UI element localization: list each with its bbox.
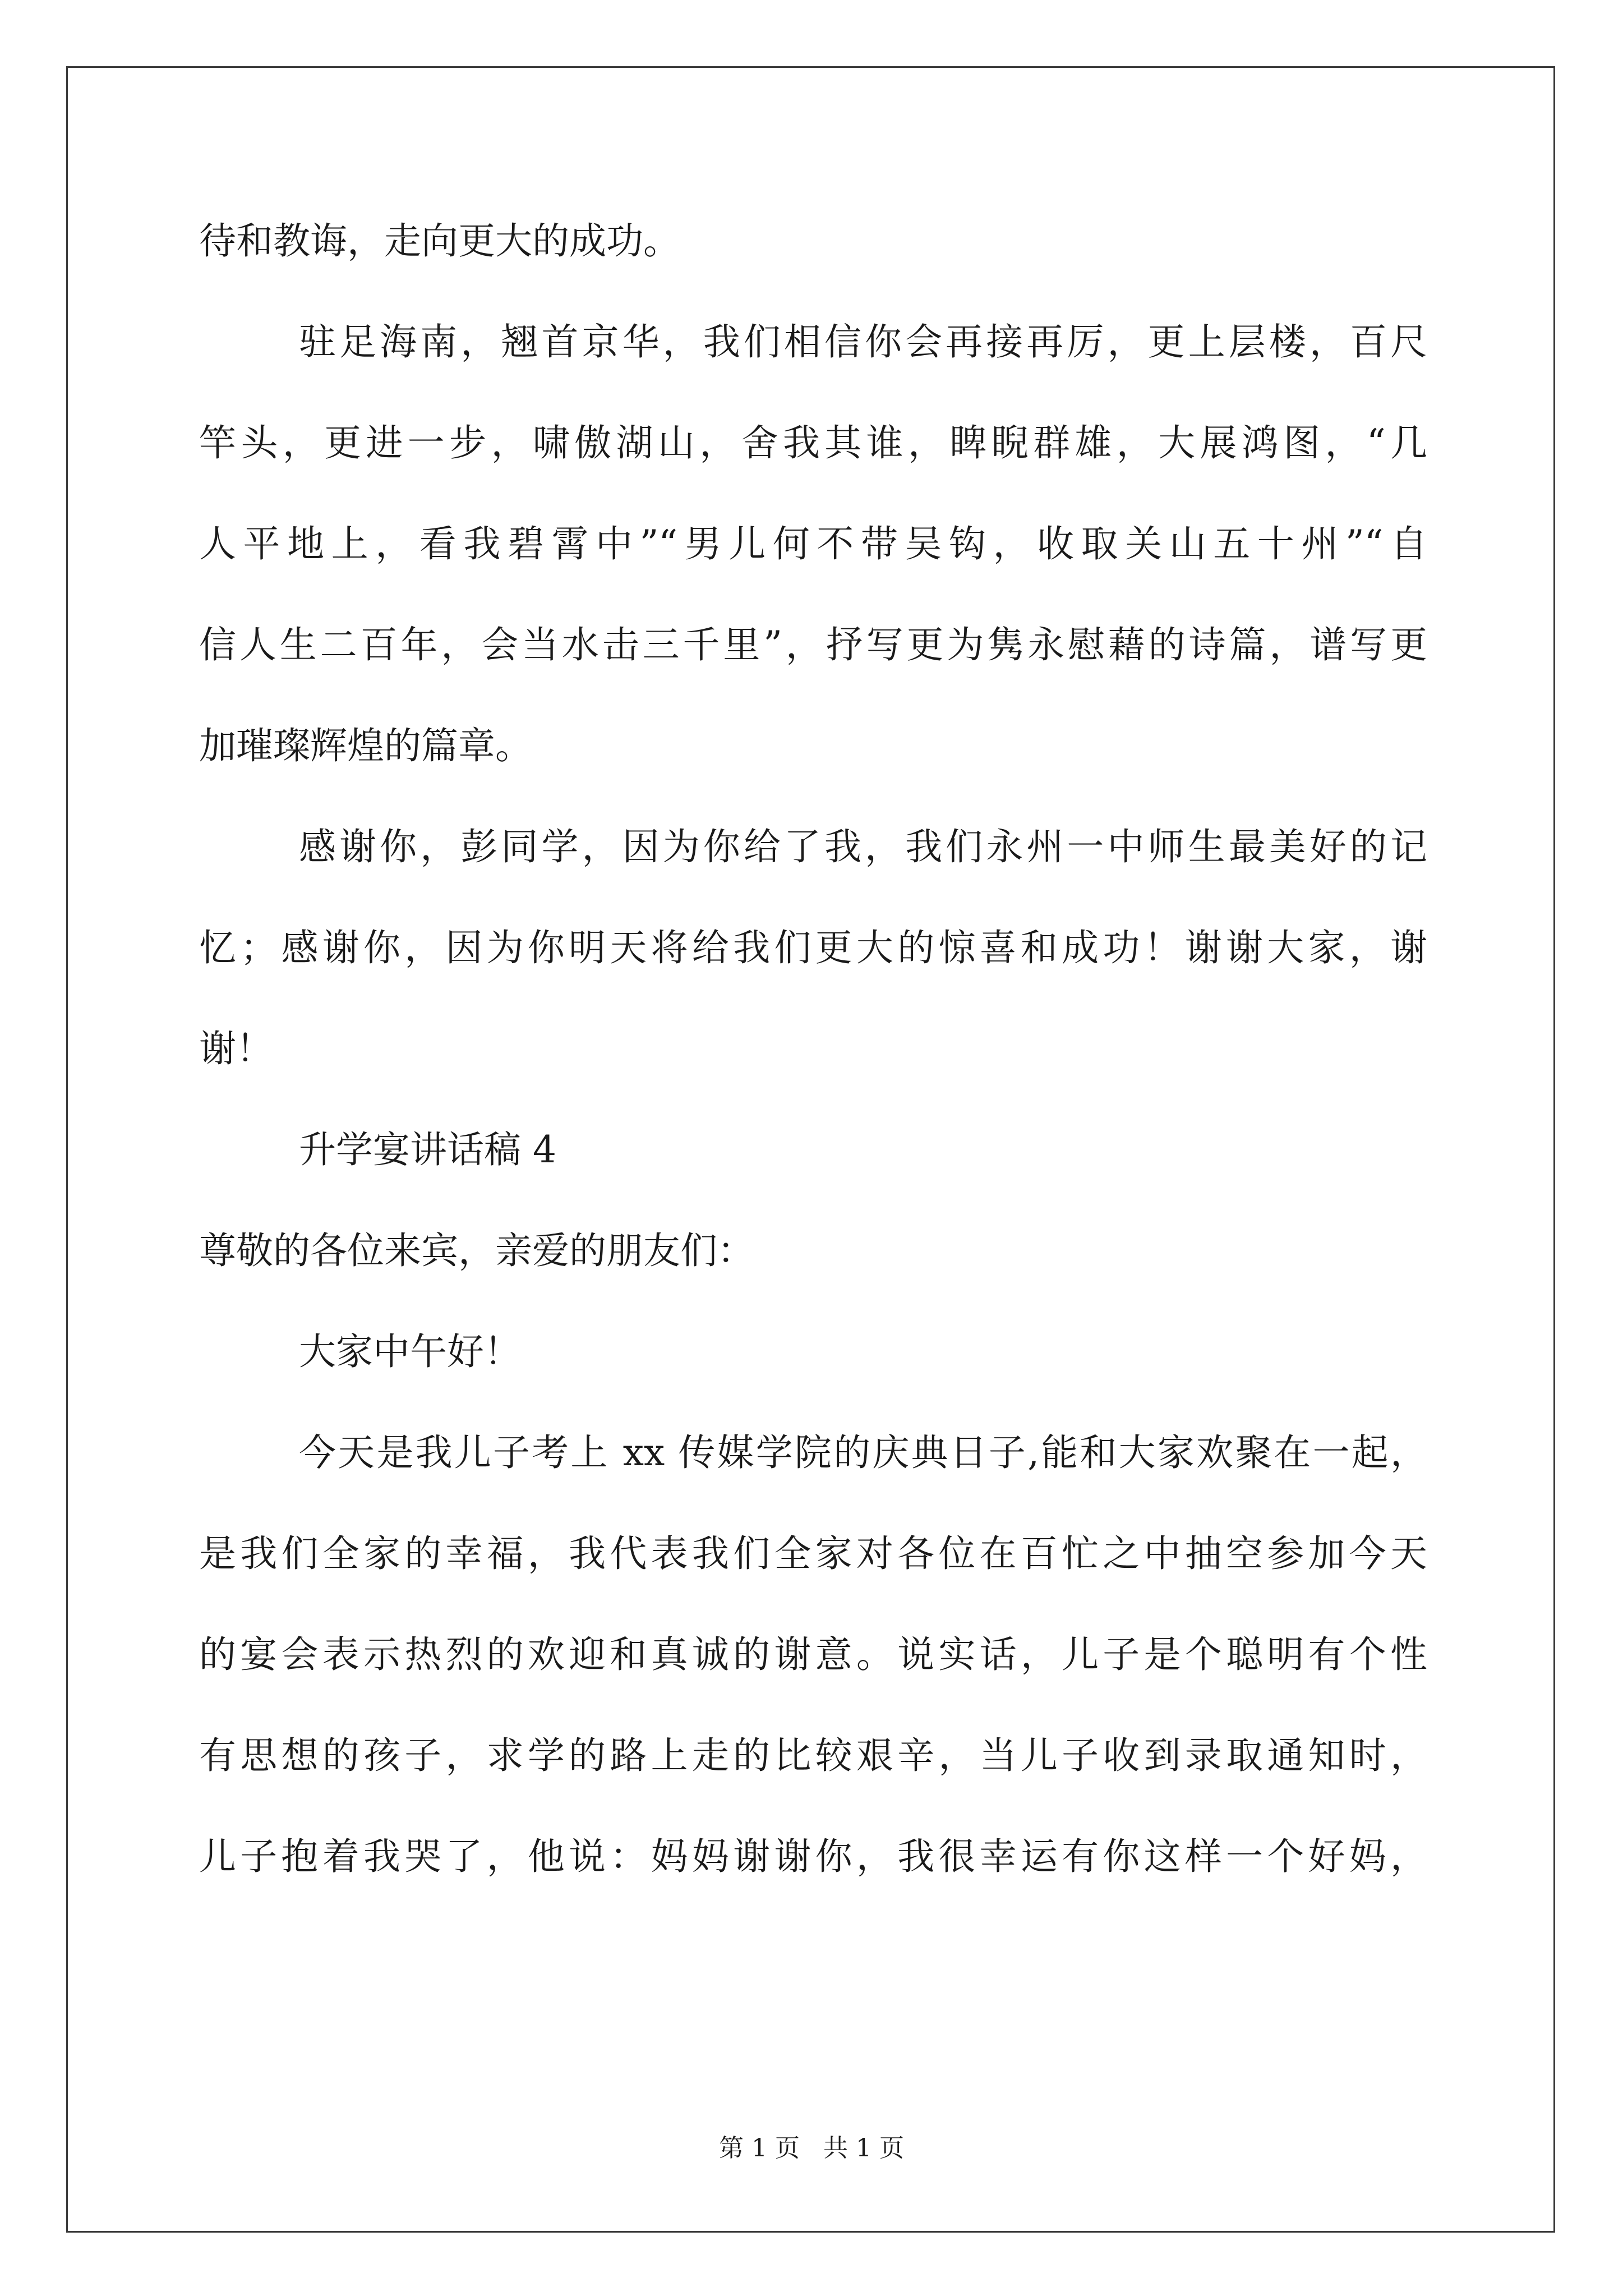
text-line: 是我们全家的幸福，我代表我们全家对各位在百忙之中抽空参加今天 (199, 1532, 1427, 1575)
text-line: 驻足海南，翘首京华，我们相信你会再接再厉，更上层楼，百尺 (299, 320, 1427, 364)
text-line: 竿头，更进一步，啸傲湖山，舍我其谁，睥睨群雄，大展鸿图，“几 (199, 421, 1427, 464)
salutation: 尊敬的各位来宾，亲爱的朋友们： (199, 1229, 754, 1272)
text-line: 忆；感谢你，因为你明天将给我们更大的惊喜和成功！谢谢大家，谢 (199, 926, 1427, 969)
text-line: 人平地上，看我碧霄中”“男儿何不带吴钩，收取关山五十州”“自 (199, 522, 1427, 565)
text-line: 儿子抱着我哭了，他说：妈妈谢谢你，我很幸运有你这样一个好妈， (199, 1835, 1427, 1878)
text-line: 信人生二百年，会当水击三千里”，抒写更为隽永慰藉的诗篇，谱写更 (199, 623, 1427, 666)
text-line: 感谢你，彭同学，因为你给了我，我们永州一中师生最美好的记 (299, 825, 1427, 868)
text-line: 待和教诲，走向更大的成功。 (199, 219, 680, 263)
text-line: 谢！ (199, 1027, 273, 1070)
text-line: 的宴会表示热烈的欢迎和真诚的谢意。说实话，儿子是个聪明有个性 (199, 1633, 1427, 1676)
page-number-footer: 第 1 页 共 1 页 (719, 2134, 904, 2162)
text-line: 加璀璨辉煌的篇章。 (199, 724, 532, 767)
section-heading: 升学宴讲话稿 4 (299, 1128, 556, 1171)
text-line: 有思想的孩子，求学的路上走的比较艰辛，当儿子收到录取通知时， (199, 1734, 1427, 1777)
text-line: 今天是我儿子考上 xx 传媒学院的庆典日子,能和大家欢聚在一起， (299, 1431, 1427, 1474)
greeting: 大家中午好！ (299, 1330, 521, 1373)
